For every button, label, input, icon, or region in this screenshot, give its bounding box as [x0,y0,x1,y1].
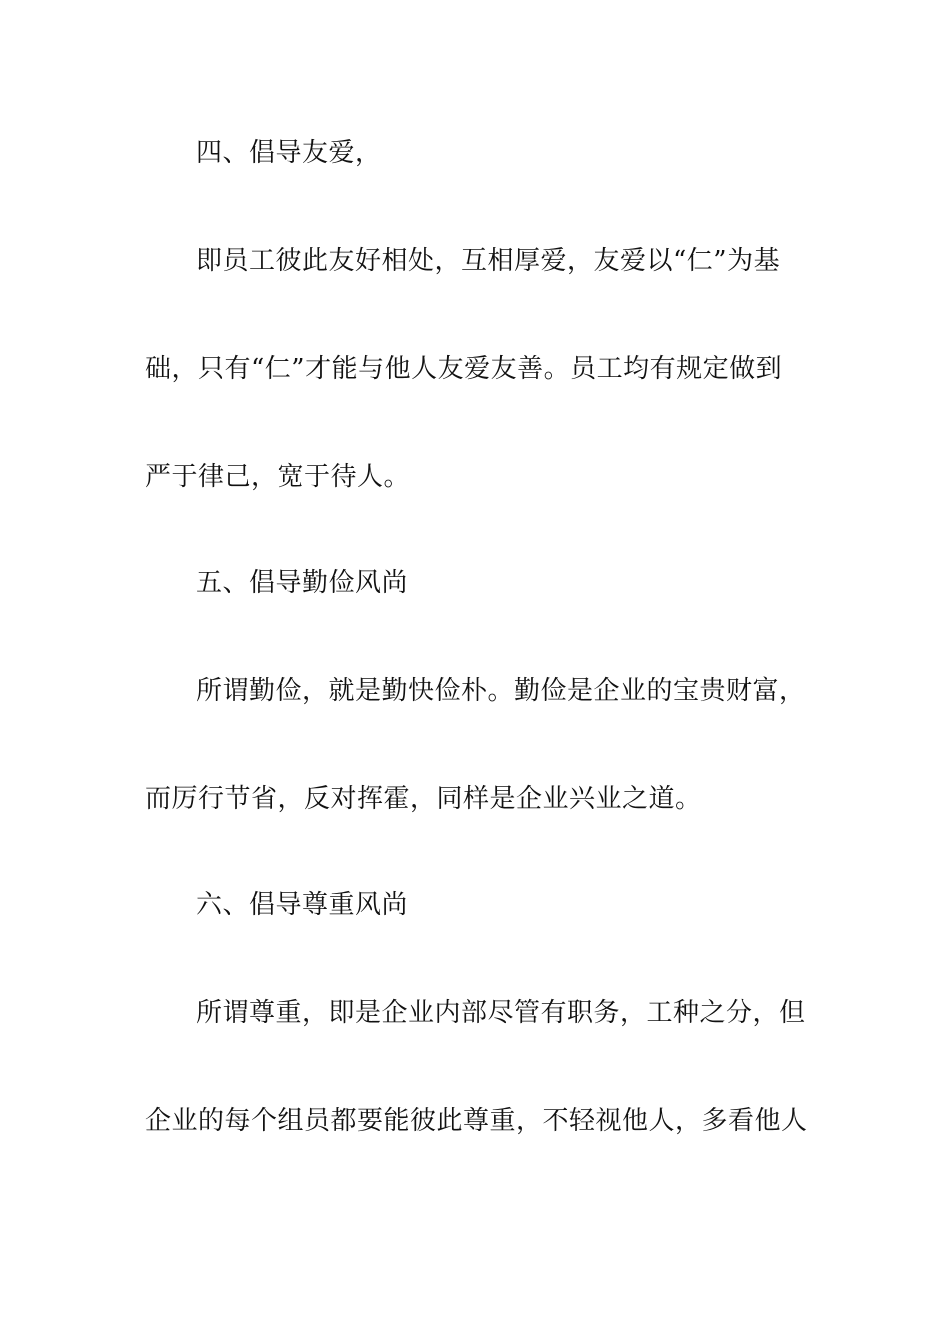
paragraph-line: 所谓勤俭，就是勤快俭朴。勤俭是企业的宝贵财富， [196,676,806,706]
paragraph-line: 础，只有“仁”才能与他人友爱友善。员工均有规定做到 [145,354,783,384]
paragraph-line: 企业的每个组员都要能彼此尊重，不轻视他人，多看他人 [145,1106,808,1136]
paragraph-line: 严于律己，宽于待人。 [145,462,411,492]
section-heading-four: 四、倡导友爱， [196,138,382,168]
paragraph-line: 所谓尊重，即是企业内部尽管有职务，工种之分，但 [196,998,806,1028]
section-heading-six: 六、倡导尊重风尚 [196,890,409,920]
paragraph-line: 而厉行节省，反对挥霍，同样是企业兴业之道。 [145,784,702,814]
section-heading-five: 五、倡导勤俭风尚 [196,568,409,598]
paragraph-line: 即员工彼此友好相处，互相厚爱，友爱以“仁”为基 [196,246,781,276]
